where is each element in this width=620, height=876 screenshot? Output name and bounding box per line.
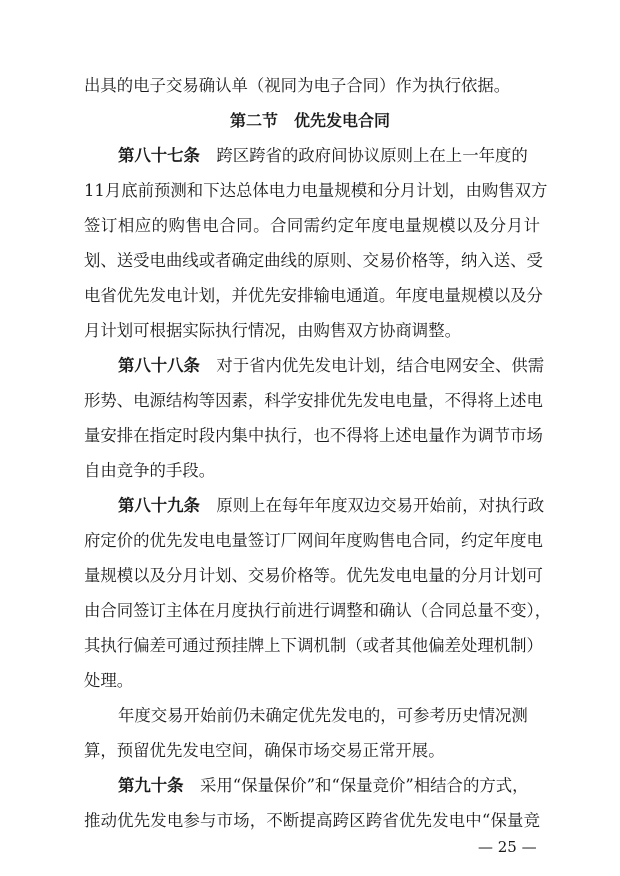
section-heading: 第二节 优先发电合同 xyxy=(229,111,390,130)
paragraph-line: 原则上在每年年度双边交易开始前，对执行政 xyxy=(216,496,545,515)
article-90-line xyxy=(118,776,529,796)
page-number: — 25 — xyxy=(478,838,537,856)
article-87-line xyxy=(118,146,528,166)
article-90-title: 第九十条 xyxy=(118,776,184,795)
paragraph-line: 府定价的优先发电电量签订厂网间年度购售电合同，约定年度电 xyxy=(84,531,543,550)
paragraph-line: 月计划可根据实际执行情况，由购售双方协商调整。 xyxy=(84,321,461,340)
paragraph-line: 量安排在指定时段内集中执行，也不得将上述电量作为调节市场 xyxy=(84,426,543,445)
paragraph-line: 处理。 xyxy=(84,671,134,690)
paragraph-line: 形势、电源结构等因素，科学安排优先发电电量，不得将上述电 xyxy=(84,391,543,410)
paragraph-line: 对于省内优先发电计划，结合电网安全、供需 xyxy=(216,356,545,375)
paragraph-line: 签订相应的购售电合同。合同需约定年度电量规模以及分月计 xyxy=(84,216,540,235)
paragraph-line: 11月底前预测和下达总体电力电量规模和分月计划，由购售双方 xyxy=(84,181,548,200)
paragraph-line: 出具的电子交易确认单（视同为电子合同）作为执行依据。 xyxy=(84,76,511,95)
paragraph-line: 量规模以及分月计划、交易价格等。优先发电电量的分月计划可 xyxy=(84,566,543,585)
article-87-title: 第八十七条 xyxy=(118,146,200,165)
paragraph-line: 自由竞争的手段。 xyxy=(84,461,216,480)
article-89-title: 第八十九条 xyxy=(118,496,200,515)
article-89-line xyxy=(118,496,544,516)
article-88-title: 第八十八条 xyxy=(118,356,200,375)
paragraph-line: 算，预留优先发电空间，确保市场交易正常开展。 xyxy=(84,741,445,760)
paragraph-line: 推动优先发电参与市场，不断提高跨区跨省优先发电中“保量竞 xyxy=(84,811,540,830)
paragraph-line: 电省优先发电计划，并优先安排输电通道。年度电量规模以及分 xyxy=(84,286,543,305)
paragraph-line: 其执行偏差可通过预挂牌上下调机制（或者其他偏差处理机制） xyxy=(84,636,543,655)
paragraph-line: 跨区跨省的政府间协议原则上在上一年度的 xyxy=(216,146,528,165)
paragraph-line: 年度交易开始前仍未确定优先发电的，可参考历史情况测 xyxy=(118,706,528,725)
paragraph-line: 划、送受电曲线或者确定曲线的原则、交易价格等，纳入送、受 xyxy=(84,251,543,270)
paragraph-line: 由合同签订主体在月度执行前进行调整和确认（合同总量不变）， xyxy=(84,601,552,620)
article-88-line xyxy=(118,356,544,376)
paragraph-line: 采用“保量保价”和“保量竞价”相结合的方式， xyxy=(199,776,529,795)
